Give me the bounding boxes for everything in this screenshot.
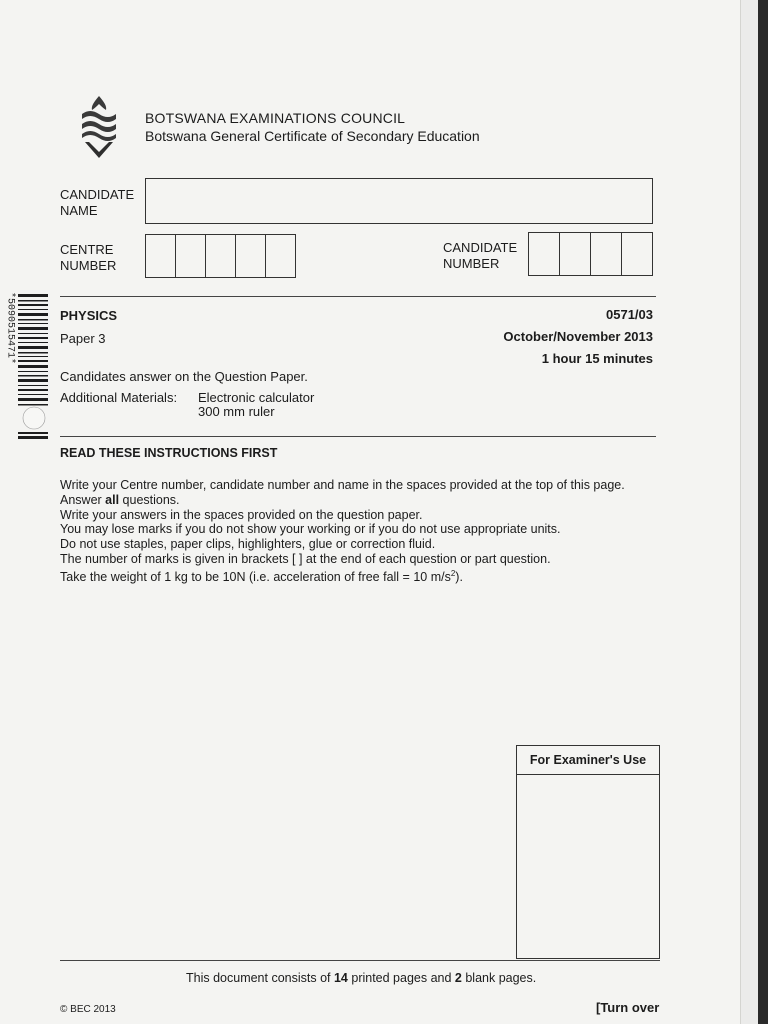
- divider: [60, 296, 656, 297]
- materials-label: Additional Materials:: [60, 390, 178, 405]
- material-item: Electronic calculator: [198, 390, 315, 405]
- instruction-line: Take the weight of 1 kg to be 10N (i.e. acceleration of free fall = 10 $m/s^2$).: [60, 568, 463, 584]
- candidate-name-field[interactable]: [145, 178, 653, 224]
- paper-number: Paper 3: [60, 331, 106, 346]
- instructions-list: [60, 478, 640, 585]
- instruction-line: The number of marks is given in brackets [ ] at the end of each question or part question.: [60, 551, 551, 566]
- digit-box[interactable]: [622, 233, 652, 275]
- digit-box[interactable]: [176, 235, 206, 277]
- instruction-line: Write your Centre number, candidate number and name in the spaces provided at the top of this page.: [60, 478, 625, 492]
- examiner-use-title: For Examiner's Use: [517, 746, 659, 775]
- certificate-name: Botswana General Certificate of Secondary Education: [145, 128, 480, 144]
- subject-title: PHYSICS: [60, 308, 118, 323]
- exam-session: October/November 2013: [503, 329, 653, 344]
- divider: [60, 960, 660, 961]
- centre-number-field[interactable]: [145, 234, 296, 278]
- answer-note: Candidates answer on the Question Paper.: [60, 369, 308, 384]
- instruction-line: You may lose marks if you do not show your working or if you do not use appropriate units.: [60, 522, 561, 537]
- instruction-line: Write your answers in the spaces provided on the question paper.: [60, 507, 423, 522]
- divider: [60, 436, 656, 437]
- turn-over: [Turn over: [596, 1000, 660, 1015]
- page-edge-shadow: [758, 0, 768, 1024]
- council-name: BOTSWANA EXAMINATIONS COUNCIL: [145, 110, 406, 126]
- digit-box[interactable]: [529, 233, 560, 275]
- digit-box[interactable]: [146, 235, 176, 277]
- digit-box[interactable]: [266, 235, 295, 277]
- exam-duration: 1 hour 15 minutes: [541, 351, 653, 366]
- material-item: 300 mm ruler: [198, 404, 275, 419]
- examiner-use-box: [516, 745, 660, 959]
- digit-box[interactable]: [206, 235, 236, 277]
- candidate-number-label: CANDIDATE NUMBER: [443, 240, 518, 271]
- candidate-number-field[interactable]: [528, 232, 653, 276]
- instruction-line: Do not use staples, paper clips, highlighters, glue or correction fluid.: [60, 537, 436, 552]
- bec-logo-icon: [76, 94, 122, 160]
- barcode-icon: [18, 292, 48, 440]
- page-count-note: This document consists of 14 printed pages and 2 blank pages.: [186, 971, 537, 985]
- instruction-line: Answer all questions.: [60, 492, 180, 507]
- copyright: © BEC 2013: [60, 1004, 116, 1015]
- centre-number-label: CENTRE NUMBER: [60, 242, 117, 273]
- digit-box[interactable]: [560, 233, 591, 275]
- candidate-name-label: CANDIDATE NAME: [60, 187, 135, 218]
- paper-code: 0571/03: [606, 307, 653, 322]
- instructions-heading: READ THESE INSTRUCTIONS FIRST: [60, 446, 278, 460]
- digit-box[interactable]: [591, 233, 622, 275]
- barcode-number: *5090515471*: [4, 292, 16, 365]
- digit-box[interactable]: [236, 235, 266, 277]
